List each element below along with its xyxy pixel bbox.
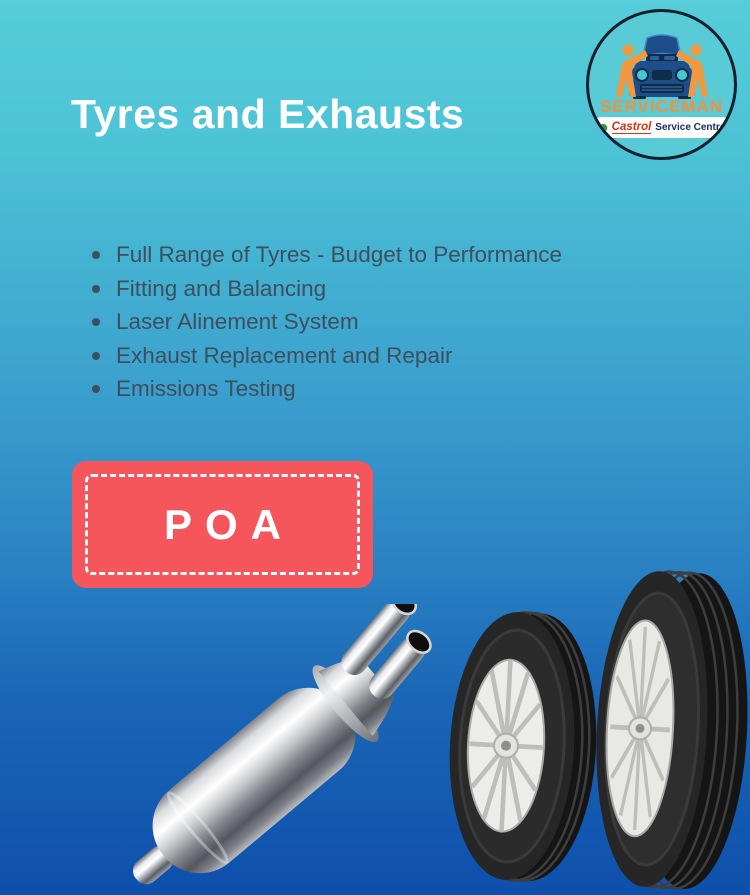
page-title: Tyres and Exhausts [71, 91, 465, 137]
features-list [90, 243, 562, 411]
dashed-border [85, 474, 360, 575]
car-icon [629, 35, 695, 99]
serviceman-logo [586, 9, 737, 160]
service-centre-label: Service Centre [655, 122, 726, 133]
feature-item: Laser Alinement System [90, 310, 562, 335]
poa-button[interactable] [72, 461, 373, 588]
tyre-rear [589, 568, 750, 891]
feature-item: Fitting and Balancing [90, 277, 562, 302]
feature-item: Emissions Testing [90, 377, 562, 402]
poa-label: POA [163, 500, 294, 548]
logo-car-illustration [602, 34, 722, 100]
feature-item: Exhaust Replacement and Repair [90, 344, 562, 369]
feature-item: Full Range of Tyres - Budget to Performance [90, 243, 562, 268]
logo-brand-text: SERVICEMAN [599, 97, 724, 116]
tyres-image [400, 542, 750, 895]
castrol-icon [598, 123, 608, 133]
castrol-wordmark: Castrol [611, 121, 652, 133]
castrol-badge [591, 117, 733, 138]
tyre-front [443, 609, 603, 884]
